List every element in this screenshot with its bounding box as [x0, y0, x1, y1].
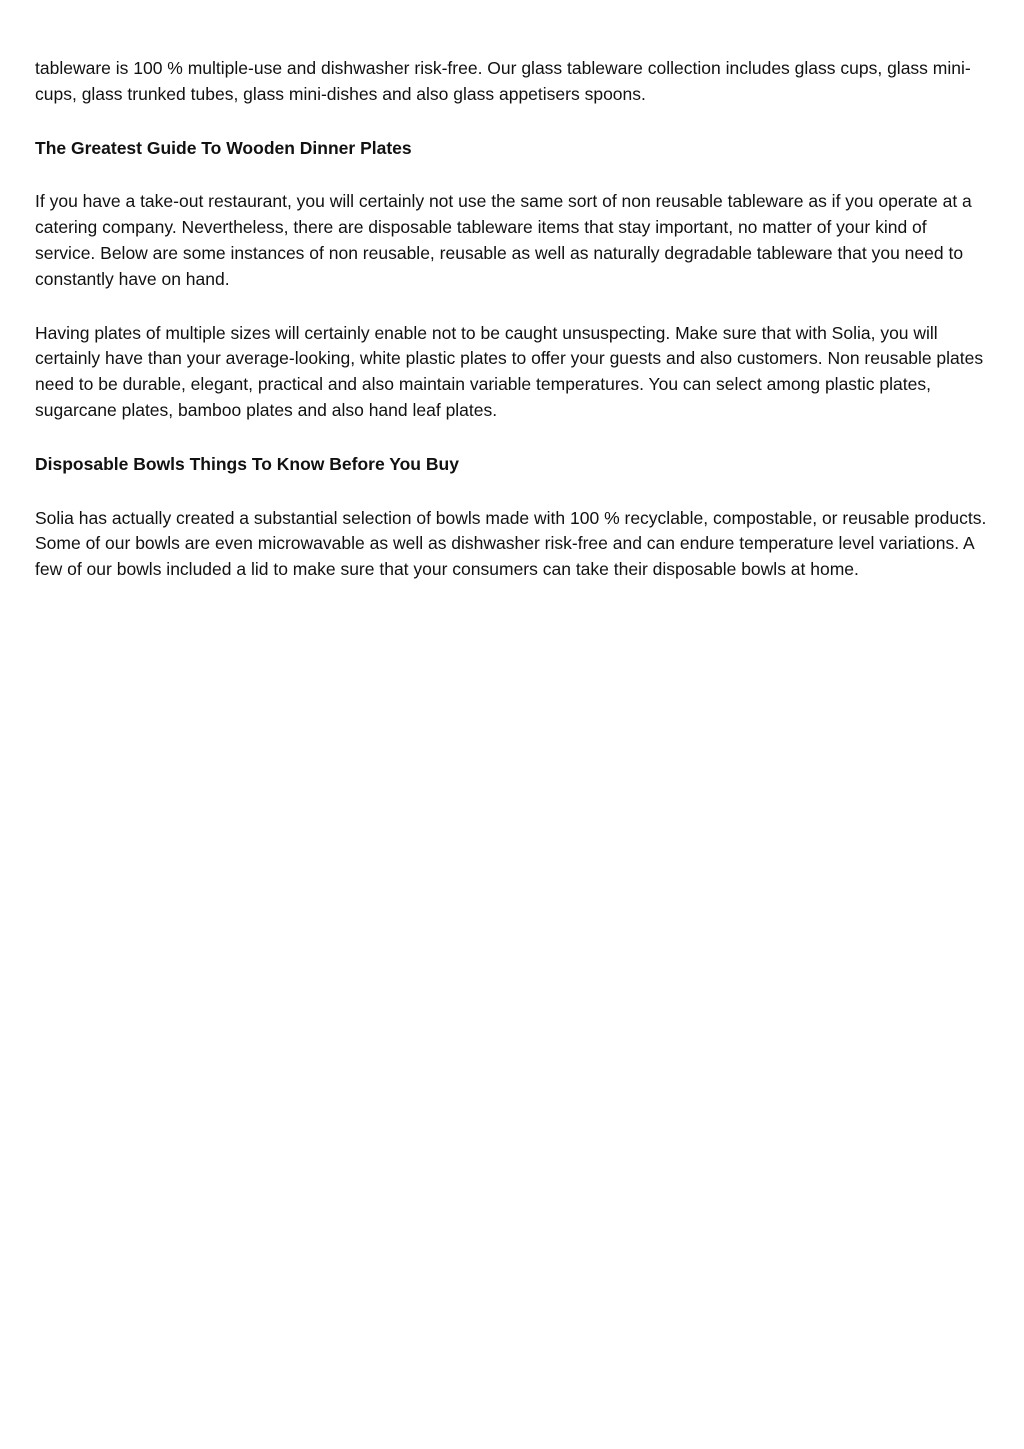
section-heading: Disposable Bowls Things To Know Before You Buy: [35, 453, 459, 474]
document-page: [35, 56, 990, 583]
section-heading: The Greatest Guide To Wooden Dinner Plates: [35, 137, 412, 158]
body-paragraph: If you have a take-out restaurant, you will certainly not use the same sort of non reusable tableware as if you operate at a catering company. Nevertheless, there are disposable tableware items that stay important, no matter of your kind of service. Below are some instances of non reusable, reusable as well as naturally degradable tableware that you need to constantly have on hand.: [35, 191, 972, 289]
body-paragraph: Solia has actually created a substantial selection of bowls made with 100 % recyclable, compostable, or reusable products. Some of our bowls are even microwavable as well as dishwasher risk-free and can endure temperature level variations. A few of our bowls included a lid to make sure that your consumers can take their disposable bowls at home.: [35, 507, 987, 580]
body-paragraph: Having plates of multiple sizes will certainly enable not to be caught unsuspecting. Make sure that with Solia, you will certainly have than your average-looking, white plastic plates to offer your guests and also customers. Non reusable plates need to be durable, elegant, practical and also maintain variable temperatures. You can select among plastic plates, sugarcane plates, bamboo plates and also hand leaf plates.: [35, 322, 984, 420]
body-paragraph: tableware is 100 % multiple-use and dishwasher risk-free. Our glass tableware collection includes glass cups, glass mini-cups, glass trunked tubes, glass mini-dishes and also glass appetisers spoons.: [35, 58, 971, 104]
